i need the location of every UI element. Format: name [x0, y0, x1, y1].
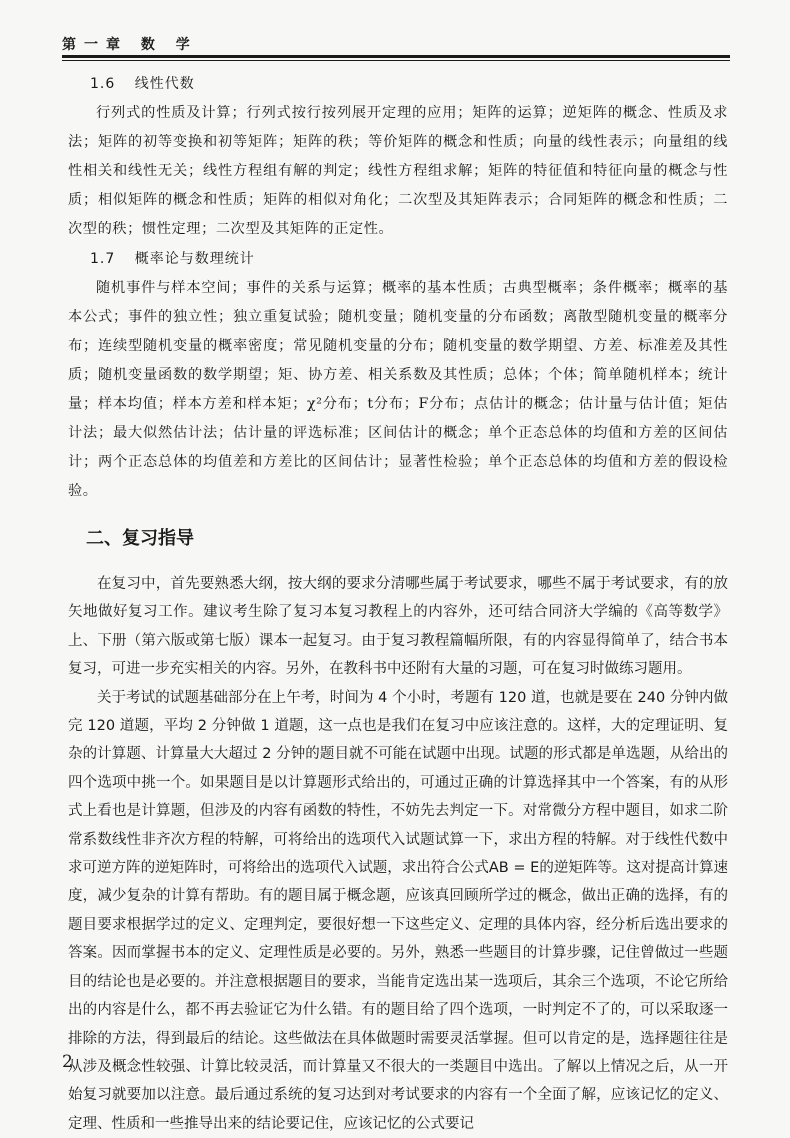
running-header — [62, 34, 730, 54]
syllabus-linear-algebra: 行列式的性质及计算；行列式按行按列展开定理的应用；矩阵的运算；逆矩阵的概念、性质及求法；矩阵的初等变换和初等矩阵；矩阵的秩；等价矩阵的概念和性质；向量的线性表示；向量组的线性相关和线性无关；线性方程组有解的判定；线性方程组求解；矩阵的特征值和特征向量的概念与性质；相似矩阵的概念和性质；矩阵的相似对角化；二次型及其矩阵表示；合同矩阵的概念和性质；二次型的秩；惯性定理；二次型及其矩阵的正定性。 — [68, 105, 728, 237]
syllabus-probability-statistics: 随机事件与样本空间；事件的关系与运算；概率的基本性质；古典型概率；条件概率；概率的基本公式；事件的独立性；独立重复试验；随机变量；随机变量的分布函数；离散型随机变量的概率分布；连续型随机变量的概率密度；常见随机变量的分布；随机变量的数学期望、方差、标准差及其性质；随机变量函数的数学期望；矩、协方差、相关系数及其性质；总体；个体；简单随机样本；统计量；样本均值；样本方差和样本矩；χ²分布；t分布；F分布；点估计的概念；估计量与估计值；矩估计法；最大似然估计法；估计量的评选标准；区间估计的概念；单个正态总体的均值和方差的区间估计；两个正态总体的均值差和方差比的区间估计；显著性检验；单个正态总体的均值和方差的假设检验。 — [68, 280, 728, 499]
subsection-title: 线性代数 — [134, 76, 195, 92]
subsection-heading-1-7 — [90, 248, 728, 268]
review-paragraph-1: 在复习中，首先要熟悉大纲，按大纲的要求分清哪些属于考试要求，哪些不属于考试要求，有的放矢地做好复习工作。建议考生除了复习本复习教程上的内容外，还可结合同济大学编的《高等数学》上、下册（第六版或第七版）课本一起复习。由于复习教程篇幅所限，有的内容显得简单了，结合书本复习，可进一步充实相关的内容。另外，在教科书中还附有大量的习题，可在复习时做练习题用。 — [68, 576, 728, 678]
chapter-title: 第一章 数 学 — [62, 37, 198, 53]
section-title-review-guide: 二、复习指导 — [86, 528, 194, 549]
page-number: 2 — [62, 1052, 73, 1072]
header-rule — [62, 55, 730, 61]
subsection-heading-1-6 — [90, 73, 728, 93]
subsection-number: 1.6 — [90, 76, 116, 92]
review-paragraph-2: 关于考试的试题基础部分在上午考，时间为 4 个小时，考题有 120 道，也就是要在 240 分钟内做完 120 道题，平均 2 分钟做 1 道题，这一点也是我们在复习中应该注意的。这样，大的定理证明、复杂的计算题、计算量大大超过 2 分钟的题目就不可能在试题中出现。试题的形式都是单选题，从给出的四个选项中挑一个。如果题目是以计算题形式给出的，可通过正确的计算选择其中一个答案，有的从形式上看也是计算题，但涉及的内容有函数的特性，不妨先去判定一下。对常微分方程中题目，如求二阶常系数线性非齐次方程的特解，可将给出的选项代入试题试算一下，求出方程的特解。对于线性代数中求可逆方阵的逆矩阵时，可将给出的选项代入试题，求出符合公式AB = E的逆矩阵等。这对提高计算速度，减少复杂的计算有帮助。有的题目属于概念题，应该真回顾所学过的概念，做出正确的选择，有的题目要求根据学过的定义、定理判定，要很好想一下这些定义、定理的具体内容，经分析后选出要求的答案。因而掌握书本的定义、定理性质是必要的。另外，熟悉一些题目的计算步骤，记住曾做过一些题目的结论也是必要的。并注意根据题目的要求，当能肯定选出某一选项后，其余三个选项，不论它所给出的内容是什么，都不再去验证它为什么错。有的题目给了四个选项，一时判定不了的，可以采取逐一排除的方法，得到最后的结论。这些做法在具体做题时需要灵活掌握。但可以肯定的是，选择题往往是从涉及概念性较强、计算比较灵活，而计算量又不很大的一类题目中选出。了解以上情况之后，从一开始复习就要加以注意。最后通过系统的复习达到对考试要求的内容有一个全面了解，应该记忆的定义、定理、性质和一些推导出来的结论要记住，应该记忆的公式要记 — [68, 689, 728, 1132]
page-content — [68, 70, 728, 1138]
subsection-number: 1.7 — [90, 251, 116, 267]
subsection-title: 概率论与数理统计 — [134, 251, 255, 267]
